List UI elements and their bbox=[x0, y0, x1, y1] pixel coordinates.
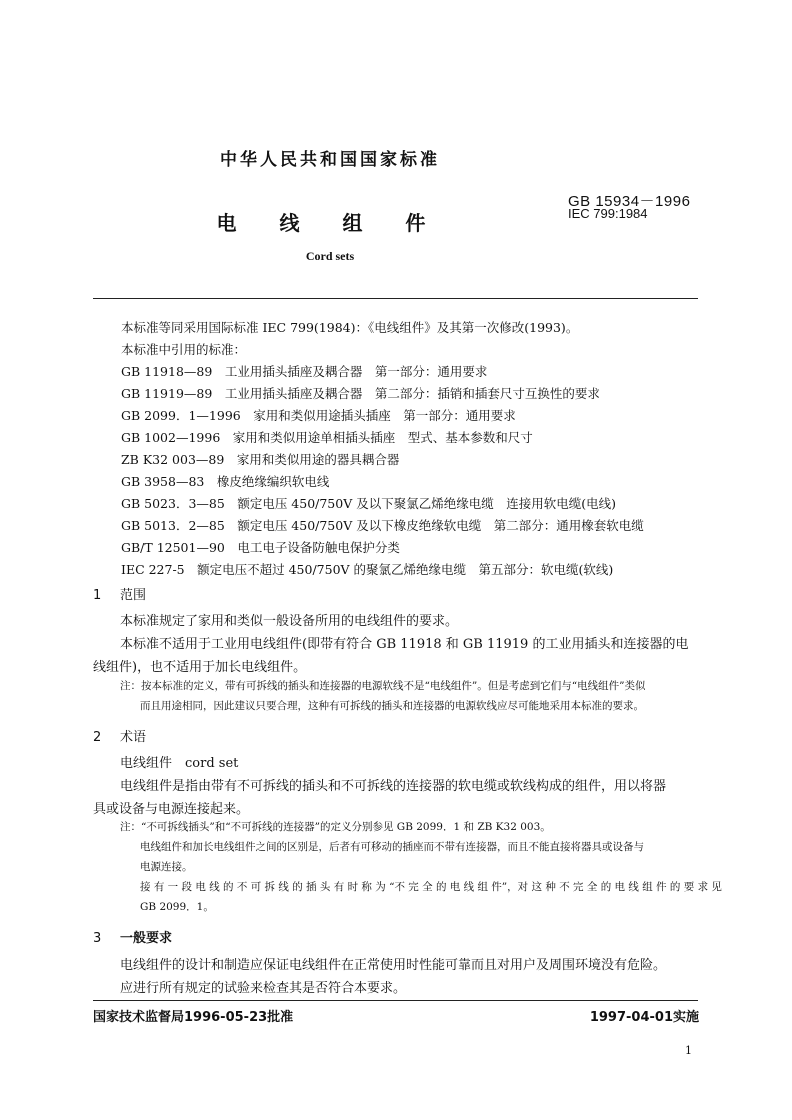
section-2-heading bbox=[93, 726, 146, 745]
national-standard-heading: 中华人民共和国国家标准 bbox=[220, 150, 440, 170]
implementation-date: 1997-04-01实施 bbox=[589, 1010, 699, 1025]
note: 注：“不可拆线插头”和“不可拆线的连接器”的定义分别参见 GB 2099．1 和 ZB K32 003。 bbox=[120, 821, 551, 833]
section-number: 3 bbox=[93, 931, 102, 946]
section-title: 范围 bbox=[120, 588, 147, 603]
header-divider bbox=[93, 298, 698, 299]
reference-item: GB/T 12501—90 电工电子设备防触电保护分类 bbox=[121, 540, 400, 555]
paragraph: 本标准不适用于工业用电线组件(即带有符合 GB 11918 和 GB 11919 的工业用插头和连接器的电 bbox=[120, 637, 689, 652]
intro-line: 本标准中引用的标准： bbox=[121, 342, 247, 357]
paragraph-continuation: 具或设备与电源连接起来。 bbox=[93, 802, 250, 817]
document-title-en: Cord sets bbox=[305, 249, 355, 263]
section-title: 一般要求 bbox=[120, 931, 173, 946]
document-title: 电 线 组 件 bbox=[216, 211, 444, 235]
footer-divider bbox=[93, 1000, 698, 1001]
paragraph: 电线组件是指由带有不可拆线的插头和不可拆线的连接器的软电缆或软线构成的组件，用以将器 bbox=[120, 779, 667, 794]
reference-item: GB 2099．1—1996 家用和类似用途插头插座 第一部分：通用要求 bbox=[121, 408, 516, 423]
note: 接 有 一 段 电 线 的 不 可 拆 线 的 插 头 有 时 称 为 “不 完 全 的 电 线 组 件”，对 这 种 不 完 全 的 电 线 组 件 的 要 求 见 bbox=[140, 881, 722, 893]
approval-date: 国家技术监督局1996-05-23批准 bbox=[93, 1010, 294, 1025]
section-number: 2 bbox=[93, 730, 102, 745]
page-number: 1 bbox=[685, 1044, 692, 1057]
note-continuation: 电源连接。 bbox=[140, 861, 193, 873]
paragraph-continuation: 线组件)，也不适用于加长电线组件。 bbox=[93, 660, 307, 675]
reference-item: IEC 227-5 额定电压不超过 450/750V 的聚氯乙烯绝缘电缆 第五部分：软电缆(软线) bbox=[121, 562, 614, 577]
section-number: 1 bbox=[93, 588, 102, 603]
note-continuation: GB 2099．1。 bbox=[140, 901, 214, 913]
note: 注：按本标准的定义，带有可拆线的插头和连接器的电源软线不是“电线组件”。但是考虑到它们与“电线组件”类似 bbox=[120, 680, 646, 692]
paragraph: 应进行所有规定的试验来检查其是否符合本要求。 bbox=[120, 981, 407, 996]
note: 电线组件和加长电线组件之间的区别是，后者有可移动的插座而不带有连接器，而且不能直接将器具或设备与 bbox=[140, 841, 644, 853]
reference-item: GB 3958—83 橡皮绝缘编织软电线 bbox=[121, 474, 330, 489]
term-definition-title: 电线组件 cord set bbox=[120, 756, 239, 771]
reference-item: ZB K32 003—89 家用和类似用途的器具耦合器 bbox=[121, 452, 400, 467]
section-1-heading bbox=[93, 584, 146, 603]
reference-item: GB 5013．2—85 额定电压 450/750V 及以下橡皮绝缘软电缆 第二部分：通用橡套软电缆 bbox=[121, 518, 644, 533]
reference-item: GB 11919—89 工业用插头插座及耦合器 第二部分：插销和插套尺寸互换性的要求 bbox=[121, 386, 600, 401]
iec-code: IEC 799:1984 bbox=[568, 206, 648, 221]
section-title: 术语 bbox=[120, 730, 147, 745]
paragraph: 电线组件的设计和制造应保证电线组件在正常使用时性能可靠而且对用户及周围环境没有危险。 bbox=[120, 958, 667, 973]
section-3-heading bbox=[93, 927, 172, 946]
intro-line: 本标准等同采用国际标准 IEC 799(1984)：《电线组件》及其第一次修改(1993)。 bbox=[121, 320, 579, 335]
reference-item: GB 5023．3—85 额定电压 450/750V 及以下聚氯乙烯绝缘电缆 连接用软电缆(电线) bbox=[121, 496, 616, 511]
gb-code: GB 15934－1996 bbox=[568, 193, 691, 210]
reference-item: GB 11918—89 工业用插头插座及耦合器 第一部分：通用要求 bbox=[121, 364, 488, 379]
paragraph: 本标准规定了家用和类似一般设备所用的电线组件的要求。 bbox=[120, 614, 459, 629]
note-continuation: 而且用途相同，因此建议只要合理，这种有可拆线的插头和连接器的电源软线应尽可能地采用本标准的要求。 bbox=[140, 700, 644, 712]
reference-item: GB 1002—1996 家用和类似用途单相插头插座 型式、基本参数和尺寸 bbox=[121, 430, 533, 445]
